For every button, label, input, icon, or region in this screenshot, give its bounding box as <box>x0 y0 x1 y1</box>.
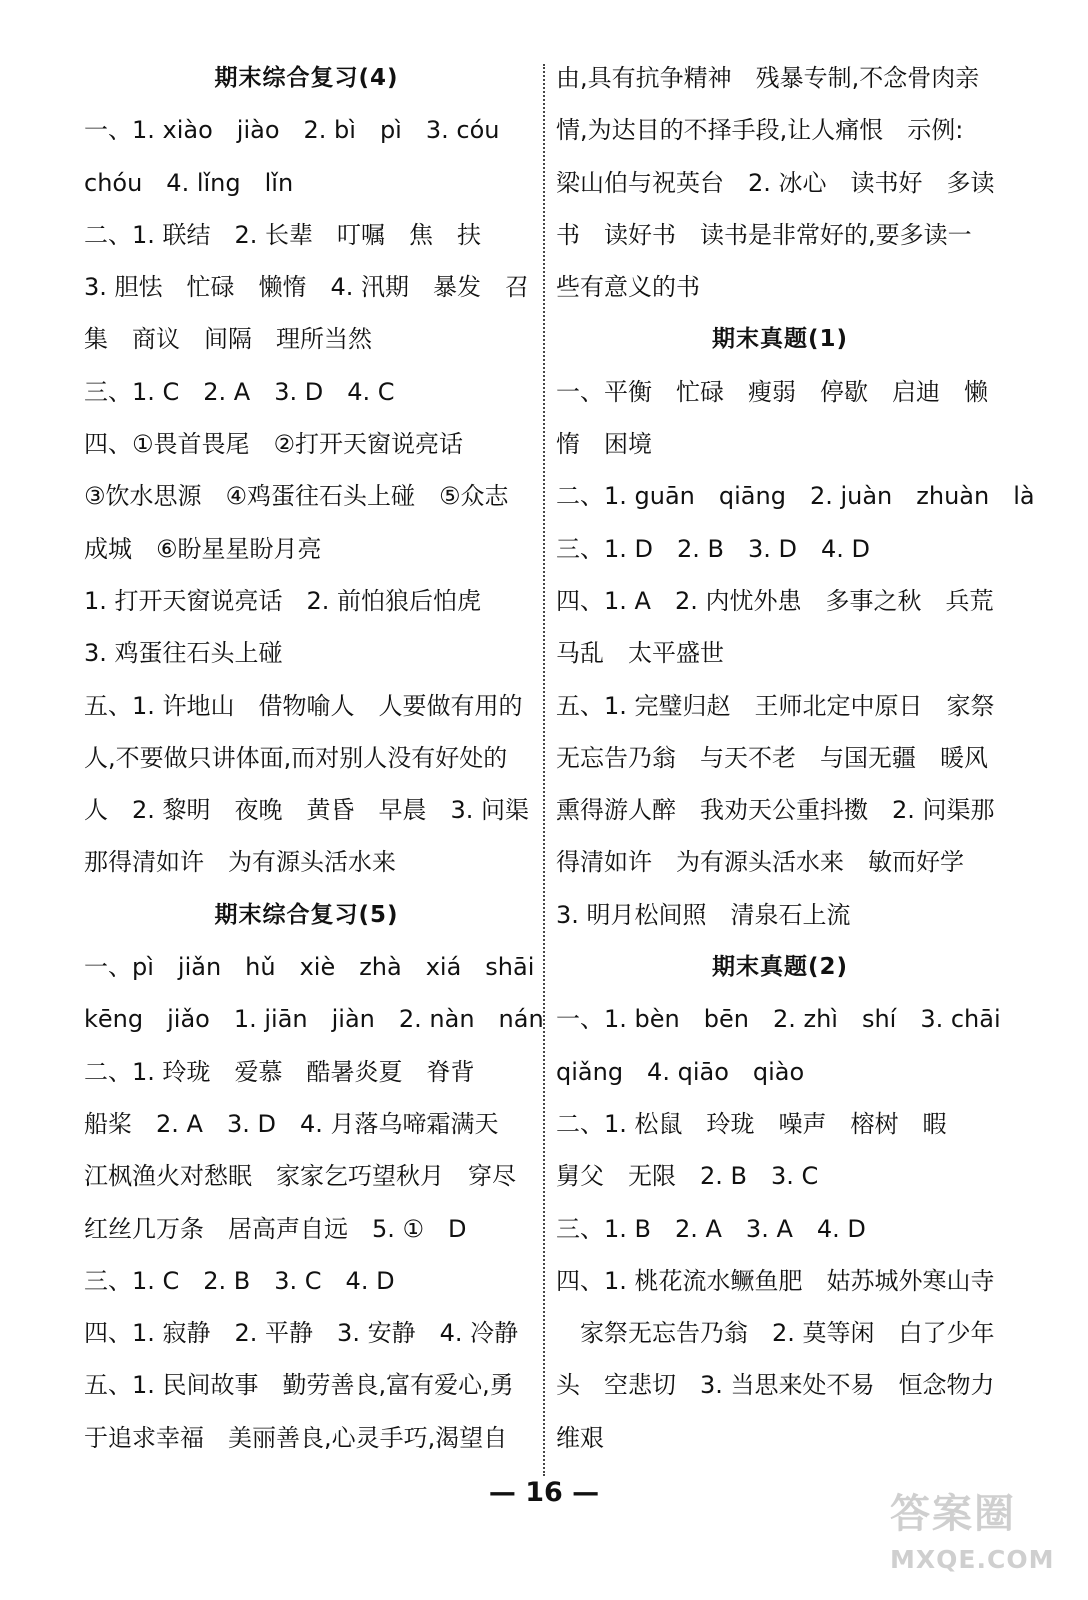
answer-line: 那得清如许 为有源头活水来 <box>84 848 396 877</box>
answer-line: 熏得游人醉 我劝天公重抖擞 2. 问渠那 <box>556 796 995 825</box>
answer-line: 一、1. xiào jiào 2. bì pì 3. cóu <box>84 116 500 145</box>
section-title-exam-2: 期末真题(2) <box>711 954 849 981</box>
answer-line: 五、1. 许地山 借物喻人 人要做有用的 <box>84 691 523 720</box>
column-divider <box>543 64 545 1476</box>
answer-line: 船桨 2. A 3. D 4. 月落乌啼霜满天 <box>84 1109 499 1138</box>
answer-line: 些有意义的书 <box>556 273 700 302</box>
answer-line: 马乱 太平盛世 <box>556 639 724 668</box>
answer-line: 三、1. D 2. B 3. D 4. D <box>556 534 871 563</box>
answer-line: 情,为达目的不择手段,让人痛恨 示例: <box>556 116 964 145</box>
answer-line: 头 空悲切 3. 当思来处不易 恒念物力 <box>556 1371 995 1400</box>
answer-line: 三、1. B 2. A 3. A 4. D <box>556 1214 866 1243</box>
answer-line: 一、1. bèn bēn 2. zhì shí 3. chāi <box>556 1005 1001 1034</box>
answer-line: 人,不要做只讲体面,而对别人没有好处的 <box>84 743 508 772</box>
answer-line: 四、1. A 2. 内忧外患 多事之秋 兵荒 <box>556 586 994 615</box>
answer-line: 3. 鸡蛋往石头上碰 <box>84 639 283 668</box>
answer-line: 红丝几万条 居高声自远 5. ① D <box>84 1214 467 1243</box>
answer-line: 四、1. 寂静 2. 平静 3. 安静 4. 冷静 <box>84 1319 519 1348</box>
answer-line: 三、1. C 2. B 3. C 4. D <box>84 1266 395 1295</box>
answer-line: 江枫渔火对愁眠 家家乞巧望秋月 穿尽 <box>84 1162 516 1191</box>
page-number: — 16 — <box>488 1477 600 1508</box>
answer-line: 一、pì jiǎn hǔ xiè zhà xiá shāi <box>84 953 535 982</box>
answer-line: 人 2. 黎明 夜晚 黄昏 早晨 3. 问渠 <box>84 796 530 825</box>
answer-line: 无忘告乃翁 与天不老 与国无疆 暖风 <box>556 743 988 772</box>
answer-line: 集 商议 间隔 理所当然 <box>84 325 372 354</box>
watermark-logo <box>890 1488 1070 1592</box>
answer-line: 由,具有抗争精神 残暴专制,不念骨肉亲 <box>556 64 980 92</box>
section-title-review-5: 期末综合复习(5) <box>214 901 399 928</box>
left-column <box>84 52 544 1464</box>
answer-line: ③饮水思源 ④鸡蛋往石头上碰 ⑤众志 <box>84 482 509 511</box>
answer-line: 三、1. C 2. A 3. D 4. C <box>84 377 395 406</box>
answer-line: 舅父 无限 2. B 3. C <box>556 1162 819 1191</box>
answer-line: 四、①畏首畏尾 ②打开天窗说亮话 <box>84 430 464 459</box>
answer-line: 二、1. 联结 2. 长辈 叮嘱 焦 扶 <box>84 220 482 249</box>
answer-line: 四、1. 桃花流水鳜鱼肥 姑苏城外寒山寺 <box>556 1266 995 1295</box>
answer-line: 二、1. 玲珑 爱慕 酷暑炎夏 脊背 <box>84 1057 475 1086</box>
answer-line: 于追求幸福 美丽善良,心灵手巧,渴望自 <box>84 1423 508 1452</box>
answer-line: qiǎng 4. qiāo qiào <box>556 1057 805 1086</box>
answer-line: 五、1. 完璧归赵 王师北定中原日 家祭 <box>556 691 995 720</box>
section-title-review-4: 期末综合复习(4) <box>214 65 399 91</box>
answer-line: 3. 胆怯 忙碌 懒惰 4. 汛期 暴发 召 <box>84 273 530 302</box>
answer-line: 1. 打开天窗说亮话 2. 前怕狼后怕虎 <box>84 586 482 615</box>
answer-line: 梁山伯与祝英台 2. 冰心 读书好 多读 <box>556 168 995 197</box>
answer-line: 成城 ⑥盼星星盼月亮 <box>84 534 322 563</box>
watermark-url: MXQE.COM <box>890 1545 1055 1574</box>
answer-line: 一、平衡 忙碌 瘦弱 停歇 启迪 懒 <box>556 377 988 406</box>
answer-line: 得清如许 为有源头活水来 敏而好学 <box>556 848 964 877</box>
answer-line: 家祭无忘告乃翁 2. 莫等闲 白了少年 <box>556 1319 995 1348</box>
watermark-text: 答案圈 <box>890 1491 1016 1537</box>
answer-line: 3. 明月松间照 清泉石上流 <box>556 900 851 929</box>
answer-line: chóu 4. lǐng lǐn <box>84 168 294 197</box>
answer-line: 书 读好书 读书是非常好的,要多读一 <box>556 220 972 249</box>
section-title-exam-1: 期末真题(1) <box>711 326 849 353</box>
answer-line: 五、1. 民间故事 勤劳善良,富有爱心,勇 <box>84 1371 514 1400</box>
answer-line: 维艰 <box>556 1423 604 1452</box>
right-column <box>556 52 1035 1464</box>
answer-line: 惰 困境 <box>556 430 652 459</box>
answer-line: 二、1. 松鼠 玲珑 噪声 榕树 暇 <box>556 1109 947 1138</box>
answer-line: 二、1. guān qiāng 2. juàn zhuàn là <box>556 482 1035 511</box>
answer-line: kēng jiǎo 1. jiān jiàn 2. nàn nán <box>84 1005 544 1034</box>
